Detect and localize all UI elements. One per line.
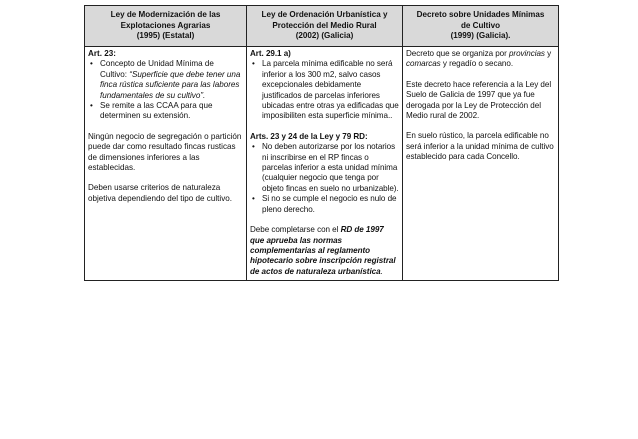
paragraph bbox=[406, 49, 555, 70]
header-line: Explotaciones Agrarias bbox=[120, 20, 211, 30]
header-ley-ordenacion bbox=[247, 6, 403, 47]
text-span: y bbox=[544, 49, 552, 58]
header-line: Ley de Modernización de las bbox=[110, 10, 221, 20]
emphasis: comarcas bbox=[406, 59, 441, 69]
list-item: • La parcela mínima edificable no será inferior a los 300 m2, salvo casos excepcionales debidamente justificados de parcelas inferiores ubicadas entre otras ya edificadas que imposibiliten esta superficie mínima.. bbox=[262, 59, 399, 121]
header-line: Decreto sobre Unidades Mínimas bbox=[416, 10, 545, 20]
bullet-list bbox=[88, 59, 243, 121]
article-heading: Art. 29.1 a) bbox=[250, 49, 291, 58]
list-item bbox=[100, 59, 243, 101]
emphasis: provincias bbox=[508, 49, 545, 58]
header-ley-modernizacion bbox=[85, 6, 247, 47]
cell-ley-ordenacion bbox=[247, 47, 403, 281]
definition-quote: “Superficie que debe tener una finca rústica suficiente para las labores fundamentales de su cultivo”. bbox=[100, 69, 241, 100]
text-span: . bbox=[380, 266, 383, 276]
list-item: • Se remite a las CCAA para que determinen su extensión. bbox=[100, 101, 243, 122]
paragraph: Este decreto hace referencia a la Ley del Suelo de Galicia de 1997 que ya fue derogada por la Ley de Protección del Medio rural de 2002. bbox=[406, 79, 552, 121]
article-heading: Arts. 23 y 24 de la Ley y 79 RD: bbox=[250, 131, 368, 141]
content-row bbox=[85, 47, 559, 281]
header-line: (1999) (Galicia). bbox=[450, 31, 511, 41]
header-row bbox=[85, 6, 559, 47]
bullet-list bbox=[250, 59, 399, 121]
cell-decreto bbox=[403, 47, 559, 281]
text-span: Concepto de Unidad Mínima de Cultivo: bbox=[100, 59, 214, 79]
paragraph: Deben usarse criterios de naturaleza objetiva dependiendo del tipo de cultivo. bbox=[88, 183, 232, 203]
text-span: Debe completarse con el bbox=[250, 225, 341, 235]
header-line: Ley de Ordenación Urbanística y bbox=[261, 10, 388, 20]
header-line: de Cultivo bbox=[460, 20, 501, 30]
cell-ley-modernizacion bbox=[85, 47, 247, 281]
comparison-table bbox=[84, 5, 559, 281]
rd-reference: RD de 1997 que aprueba las normas complementarias al reglamento hipotecario sobre inscripción registral de actos de naturaleza urbanística bbox=[250, 225, 396, 276]
header-line: (2002) (Galicia) bbox=[295, 31, 354, 41]
text-span: y regadío o secano. bbox=[440, 59, 514, 69]
paragraph: En suelo rústico, la parcela edificable no será inferior a la unidad mínima de cultivo establecido para cada Concello. bbox=[406, 131, 554, 162]
header-line: (1995) (Estatal) bbox=[136, 31, 195, 41]
article-heading: Art. 23: bbox=[88, 49, 116, 58]
text-span: Decreto que se organiza por bbox=[406, 49, 509, 58]
bullet-list bbox=[250, 142, 399, 215]
paragraph: Ningún negocio de segregación o partición puede dar como resultado fincas rusticas de dimensiones inferiores a las establecidas. bbox=[88, 131, 242, 173]
list-item: • No deben autorizarse por los notarios ni inscribirse en el RP fincas o parcelas inferior a esta unidad mínima (cualquier negocio que tenga por objeto fincas en suelo no urbanizable). bbox=[262, 142, 399, 194]
paragraph bbox=[250, 225, 399, 277]
header-line: Protección del Medio Rural bbox=[272, 20, 377, 30]
list-item: • Si no se cumple el negocio es nulo de pleno derecho. bbox=[262, 194, 399, 215]
header-decreto bbox=[403, 6, 559, 47]
